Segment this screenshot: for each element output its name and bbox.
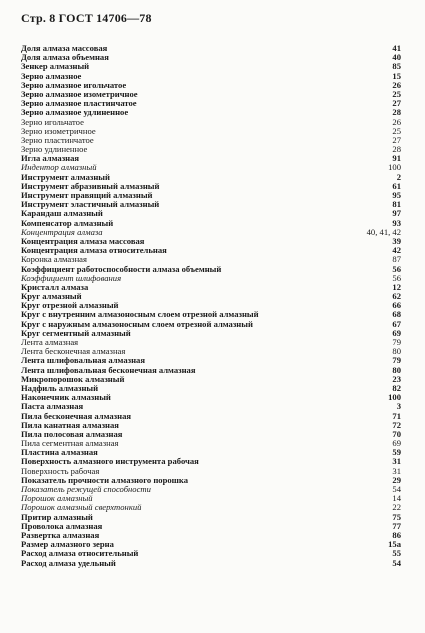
index-page-number: 100 (388, 162, 401, 173)
index-term: Концентрация алмаза массовая (21, 235, 145, 246)
index-term: Коэффициент шлифования (21, 272, 122, 283)
index-page-number: 55 (392, 548, 401, 559)
index-page-number: 31 (392, 465, 401, 476)
index-term: Доля алмаза объемная (21, 52, 109, 63)
index-page-number: 14 (392, 493, 401, 504)
index-term: Зерно игольчатое (21, 116, 84, 127)
index-page-number: 27 (392, 134, 401, 145)
index-page-number: 69 (392, 438, 401, 449)
index-term: Концентрация алмаза (21, 226, 103, 237)
index-page-number: 2 (396, 171, 401, 182)
index-page-number: 26 (392, 79, 401, 90)
index-term: Пила полосовая алмазная (21, 428, 123, 439)
index-page-number: 39 (392, 235, 401, 246)
index-term: Компенсатор алмазный (21, 217, 114, 228)
index-term: Лента шлифовальная алмазная (21, 355, 146, 366)
index-page-number: 31 (392, 456, 401, 467)
index-term: Зерно алмазное удлиненное (21, 107, 129, 118)
index-term: Карандаш алмазный (21, 208, 103, 219)
index-page-number: 42 (392, 245, 401, 256)
index-term: Инструмент эластичный алмазный (21, 199, 160, 210)
index-term: Поверхность рабочая (21, 465, 100, 476)
index-page-number: 25 (392, 125, 401, 136)
index-term: Лента шлифовальная бесконечная алмазная (21, 364, 196, 375)
index-page-number: 56 (392, 272, 401, 283)
index-page-number: 86 (392, 529, 401, 540)
index-term: Инструмент абразивный алмазный (21, 180, 160, 191)
index-page-number: 69 (392, 327, 401, 338)
index-page-number: 26 (392, 116, 401, 127)
index-term: Круг с наружным алмазоносным слоем отрезной алмазный (21, 318, 253, 329)
index-term: Лента алмазная (21, 337, 79, 347)
index-page-number: 72 (392, 419, 401, 430)
index-page-number: 91 (392, 153, 401, 164)
index-page-number: 79 (392, 337, 401, 347)
index-term: Показатель прочности алмазного порошка (21, 474, 189, 485)
index-page-number: 56 (392, 263, 401, 274)
index-page-number: 22 (392, 502, 401, 513)
index-term: Пила бесконечная алмазная (21, 410, 132, 421)
index-term: Круг алмазный (21, 291, 82, 302)
index-page-number: 3 (396, 401, 401, 412)
index-term: Зерно пластинчатое (21, 134, 94, 145)
index-term: Коэффициент работоспособности алмаза объемный (21, 263, 222, 274)
index-page-number: 25 (392, 88, 401, 99)
index-entry (21, 329, 401, 338)
index-term: Круг сегментный алмазный (21, 327, 131, 338)
index-page-number: 81 (392, 199, 401, 210)
index-page-number: 80 (392, 346, 401, 357)
index-page-number: 68 (392, 309, 401, 320)
index-term: Наконечник алмазный (21, 392, 111, 403)
index-page-number: 54 (392, 484, 401, 494)
index-term: Притир алмазный (21, 511, 93, 522)
index-term: Индентор алмазный (21, 162, 97, 173)
index-term: Зерно алмазное пластинчатое (21, 98, 137, 109)
index-page-number: 85 (392, 61, 401, 72)
index-page-number: 59 (392, 447, 401, 458)
index-term: Порошок алмазный сверхтонкий (21, 502, 142, 513)
index-page-number: 62 (392, 291, 401, 302)
index-term: Зерно удлиненное (21, 144, 88, 155)
index-page-number: 100 (388, 392, 401, 403)
index-page-number: 93 (392, 217, 401, 228)
index-page-number: 28 (392, 144, 401, 155)
index-term: Пила канатная алмазная (21, 419, 119, 430)
index-page-number: 71 (392, 410, 401, 421)
index-page-number: 67 (392, 318, 401, 329)
index-page-number: 28 (392, 107, 401, 118)
page-header: Стр. 8 ГОСТ 14706—78 (21, 11, 152, 25)
index-term: Зерно алмазное игольчатое (21, 79, 127, 90)
index-term: Игла алмазная (21, 153, 80, 164)
index-term: Микропорошок алмазный (21, 373, 125, 384)
index-page-number: 41 (392, 43, 401, 53)
index-page-number: 79 (392, 355, 401, 366)
index-page-number: 27 (392, 98, 401, 109)
index-page-number: 61 (392, 180, 401, 191)
index-term: Порошок алмазный (21, 493, 93, 504)
index-page-number: 70 (392, 428, 401, 439)
index-term: Пластина алмазная (21, 447, 98, 458)
index-page-number: 95 (392, 190, 401, 200)
index-term: Пила сегментная алмазная (21, 438, 119, 449)
index-page-number: 40 (392, 52, 401, 63)
index-page-number: 87 (392, 254, 401, 265)
term-index-list (21, 44, 401, 568)
index-page-number: 29 (392, 474, 401, 485)
index-term: Зерно алмазное изометричное (21, 88, 138, 99)
index-term: Круг отрезной алмазный (21, 300, 119, 311)
index-term: Развертка алмазная (21, 529, 100, 540)
index-term: Концентрация алмаза относительная (21, 245, 167, 256)
index-term: Надфиль алмазный (21, 382, 99, 393)
index-page-number: 54 (392, 557, 401, 568)
index-page-number: 97 (392, 208, 401, 219)
index-page-number: 12 (392, 281, 401, 292)
index-term: Паста алмазная (21, 401, 84, 412)
index-term: Поверхность алмазного инструмента рабочая (21, 456, 199, 467)
index-term: Расход алмаза относительный (21, 548, 139, 559)
index-term: Зерно алмазное (21, 70, 82, 81)
index-term: Круг с внутренним алмазоносным слоем отрезной алмазный (21, 309, 259, 320)
index-term: Лента бесконечная алмазная (21, 346, 126, 357)
index-term: Инструмент правящий алмазный (21, 190, 153, 200)
index-page-number: 77 (392, 520, 401, 531)
index-page-number: 75 (392, 511, 401, 522)
index-page-number: 66 (392, 300, 401, 311)
index-page-number: 40, 41, 42 (366, 226, 401, 237)
index-page-number: 15a (388, 539, 401, 550)
index-page-number: 82 (392, 382, 401, 393)
index-term: Инструмент алмазный (21, 171, 110, 182)
index-term: Проволока алмазная (21, 520, 103, 531)
index-term: Зерно изометричное (21, 125, 96, 136)
index-term: Зенкер алмазный (21, 61, 90, 72)
index-page-number: 15 (392, 70, 401, 81)
index-page-number: 23 (392, 373, 401, 384)
index-term: Размер алмазного зерна (21, 539, 114, 550)
index-term: Коронка алмазная (21, 254, 87, 265)
index-term: Кристалл алмаза (21, 281, 89, 292)
index-page-number: 80 (392, 364, 401, 375)
index-term: Доля алмаза массовая (21, 43, 108, 53)
index-term: Расход алмаза удельный (21, 557, 116, 568)
index-term: Показатель режущей способности (21, 484, 151, 494)
index-entry (21, 559, 401, 568)
